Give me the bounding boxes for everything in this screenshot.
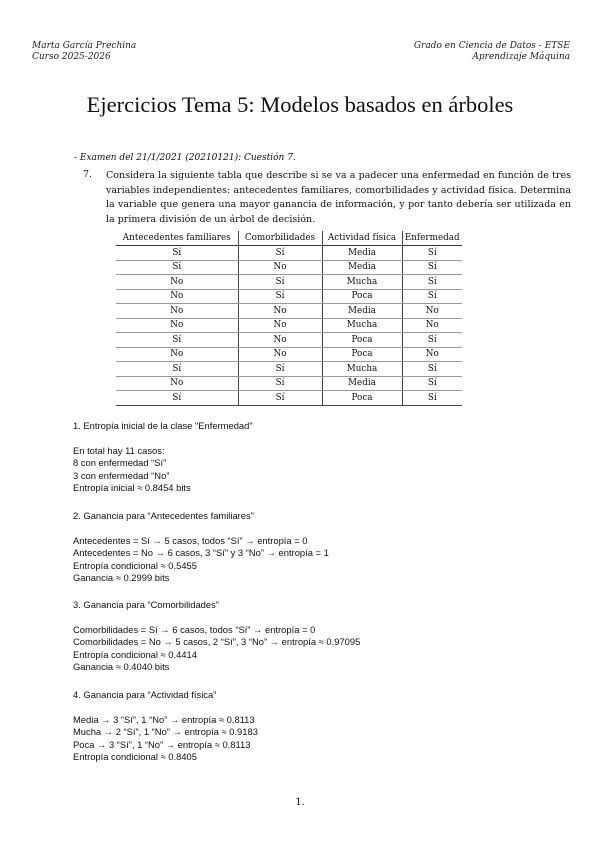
- table-cell: Sí: [116, 391, 238, 406]
- table-cell: Poca: [322, 333, 402, 348]
- table-cell: Sí: [238, 289, 322, 304]
- table-cell: Mucha: [322, 362, 402, 377]
- table-row: [116, 289, 462, 304]
- table-cell: No: [402, 318, 462, 333]
- section-3: [73, 599, 360, 674]
- table-row: [116, 246, 462, 261]
- table-header-row: [116, 231, 462, 246]
- table-row: [116, 275, 462, 290]
- section-line: Entropía condicional ≈ 0.8405: [73, 751, 197, 762]
- header-left: [32, 41, 136, 63]
- section-line: Antecedentes = No → 6 casos, 3 “Sí” y 3 “No” → entropía = 1: [73, 547, 329, 558]
- table-row: [116, 304, 462, 319]
- question-number: 7.: [83, 169, 93, 180]
- section-line: 8 con enfermedad “Sí”: [73, 457, 167, 468]
- table-row: [116, 347, 462, 362]
- section-heading: 2. Ganancia para “Antecedentes familiares”: [73, 510, 254, 521]
- table-cell: Sí: [402, 246, 462, 261]
- table-cell: No: [116, 289, 238, 304]
- table-cell: Sí: [238, 246, 322, 261]
- table-cell: No: [116, 376, 238, 391]
- section-line: Antecedentes = Sí → 5 casos, todos “Sí” → entropía = 0: [73, 534, 308, 546]
- table-cell: Poca: [322, 391, 402, 406]
- section-line: Ganancia ≈ 0.2999 bits: [73, 572, 170, 583]
- table-cell: Sí: [116, 362, 238, 377]
- header-right: [414, 41, 570, 63]
- section-line: Comorbilidades = Sí → 6 casos, todos “Sí” → entropía = 0: [73, 623, 316, 635]
- table-cell: Sí: [402, 333, 462, 348]
- table-body: [116, 246, 462, 406]
- section-heading: 3. Ganancia para “Comorbilidades”: [73, 599, 219, 610]
- table-cell: Sí: [238, 391, 322, 406]
- table-cell: Sí: [238, 275, 322, 290]
- table-cell: No: [238, 333, 322, 348]
- subject-name: Aprendizaje Máquina: [472, 52, 570, 62]
- table-cell: No: [402, 347, 462, 362]
- section-line: Comorbilidades = No → 5 casos, 2 “Sí”, 3 “No” → entropía ≈ 0.97095: [73, 636, 361, 647]
- table-cell: Sí: [402, 289, 462, 304]
- section-line: Entropía inicial ≈ 0.8454 bits: [73, 482, 191, 493]
- table-cell: No: [116, 304, 238, 319]
- table-cell: No: [116, 275, 238, 290]
- section-heading: 1. Entropía inicial de la clase "Enfermedad": [73, 420, 253, 431]
- exam-reference: - Examen del 21/1/2021 (20210121): Cuestión 7.: [74, 153, 296, 163]
- data-table: [116, 231, 462, 406]
- course-year: Curso 2025-2026: [32, 52, 111, 62]
- degree-name: Grado en Ciencia de Datos - ETSE: [413, 41, 570, 51]
- table-cell: Sí: [116, 333, 238, 348]
- table-cell: Sí: [116, 246, 238, 261]
- section-heading: 4. Ganancia para “Actividad física”: [73, 689, 217, 700]
- section-1: [73, 420, 253, 495]
- section-line: 3 con enfermedad “No”: [73, 469, 170, 481]
- table-cell: Mucha: [322, 318, 402, 333]
- section-line: Poca → 3 “Sí”, 1 “No” → entropía ≈ 0.8113: [73, 738, 251, 750]
- table-row: [116, 333, 462, 348]
- table-cell: Poca: [322, 289, 402, 304]
- table-cell: Sí: [402, 275, 462, 290]
- table-cell: No: [116, 347, 238, 362]
- table-row: [116, 391, 462, 406]
- table-cell: No: [402, 304, 462, 319]
- section-4: [73, 689, 258, 764]
- column-header: Enfermedad: [402, 231, 462, 246]
- section-line: En total hay 11 casos:: [73, 444, 165, 456]
- table-cell: Sí: [116, 260, 238, 275]
- author-name: Marta García Prechina: [32, 41, 137, 51]
- column-header: Actividad física: [322, 231, 402, 246]
- table-cell: Sí: [402, 362, 462, 377]
- table-cell: No: [238, 347, 322, 362]
- table-cell: Mucha: [322, 275, 402, 290]
- section-line: Mucha → 2 “Sí”, 1 “No” → entropía ≈ 0.9183: [73, 726, 258, 737]
- page-number: 1.: [295, 797, 305, 808]
- page-title: Ejercicios Tema 5: Modelos basados en árboles: [86, 92, 514, 117]
- column-header: Antecedentes familiares: [116, 231, 238, 246]
- table-cell: Sí: [402, 376, 462, 391]
- section-line: Ganancia ≈ 0.4040 bits: [73, 661, 170, 672]
- question-text: Considera la siguiente tabla que describe si se va a padecer una enfermedad en función de tres variables independientes: antecedentes familiares, comorbilidades y actividad física. Determina la variable que genera una mayor ganancia de información, y por tanto debería ser utilizada en la primera división de un árbol de decisión.: [106, 170, 571, 225]
- section-line: Entropía condicional ≈ 0.5455: [73, 559, 197, 571]
- table-cell: Sí: [238, 362, 322, 377]
- section-2: [73, 510, 329, 585]
- table-cell: Media: [322, 304, 402, 319]
- table-cell: Media: [322, 246, 402, 261]
- table-row: [116, 362, 462, 377]
- table-cell: Sí: [402, 391, 462, 406]
- table-cell: Poca: [322, 347, 402, 362]
- table-cell: No: [238, 304, 322, 319]
- table-cell: Sí: [402, 260, 462, 275]
- section-line: Entropía condicional ≈ 0.4414: [73, 648, 197, 660]
- table-cell: Media: [322, 376, 402, 391]
- table-cell: Media: [322, 260, 402, 275]
- table-row: [116, 376, 462, 391]
- table-cell: Sí: [238, 376, 322, 391]
- table-cell: No: [116, 318, 238, 333]
- table-cell: No: [238, 318, 322, 333]
- section-line: Media → 3 “Sí”, 1 “No” → entropía ≈ 0.8113: [73, 713, 255, 725]
- table-cell: No: [238, 260, 322, 275]
- column-header: Comorbilidades: [238, 231, 322, 246]
- table-row: [116, 318, 462, 333]
- table-row: [116, 260, 462, 275]
